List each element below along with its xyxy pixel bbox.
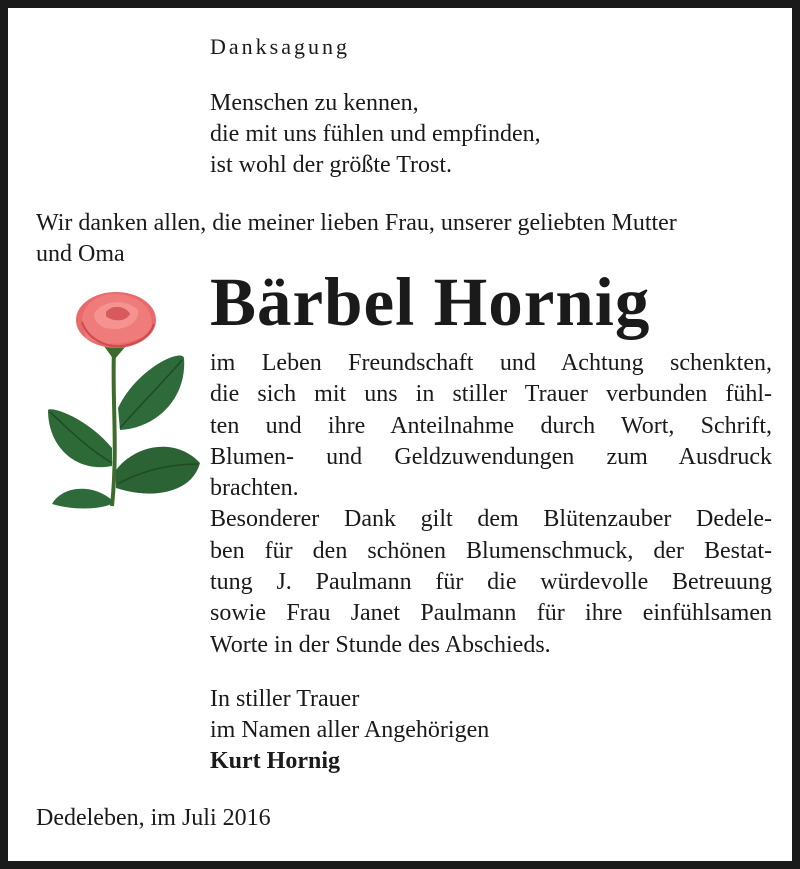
- body-line: ten und ihre Anteilnahme durch Wort, Schrift,: [210, 412, 772, 439]
- intro-text: [36, 208, 677, 270]
- body-line: Blumen- und Geldzuwendungen zum Ausdruck: [210, 443, 772, 470]
- red-rose-icon: [42, 288, 202, 510]
- intro-line: und Oma: [36, 241, 125, 267]
- signer-name: Kurt Hornig: [210, 748, 340, 774]
- body-line: brachten.: [210, 475, 299, 502]
- body-text: [210, 348, 772, 661]
- body-line: tung J. Paulmann für die würdevolle Betreuung: [210, 569, 772, 596]
- place-date: Dedeleben, im Juli 2016: [36, 805, 271, 831]
- closing-line: In stiller Trauer: [210, 686, 360, 712]
- body-line: im Leben Freundschaft und Achtung schenkten,: [210, 350, 772, 376]
- body-line: Worte in der Stunde des Abschieds.: [210, 631, 551, 658]
- body-line: ben für den schönen Blumenschmuck, der Bestat-: [210, 537, 772, 564]
- closing-line: im Namen aller Angehörigen: [210, 717, 490, 743]
- motto-line: Menschen zu kennen,: [210, 90, 419, 116]
- body-line: Besonderer Dank gilt dem Blütenzauber Dedele-: [210, 506, 772, 533]
- motto-line: die mit uns fühlen und empfinden,: [210, 121, 541, 147]
- deceased-name: Bärbel Hornig: [210, 264, 651, 340]
- body-line: sowie Frau Janet Paulmann für ihre einfühlsamen: [210, 600, 772, 627]
- motto-verse: [210, 88, 541, 181]
- heading: Danksagung: [210, 34, 350, 59]
- intro-line: Wir danken allen, die meiner lieben Frau, unserer geliebten Mutter: [36, 210, 677, 236]
- motto-line: ist wohl der größte Trost.: [210, 152, 453, 178]
- body-line: die sich mit uns in stiller Trauer verbunden fühl-: [210, 381, 772, 408]
- closing-block: [210, 684, 489, 777]
